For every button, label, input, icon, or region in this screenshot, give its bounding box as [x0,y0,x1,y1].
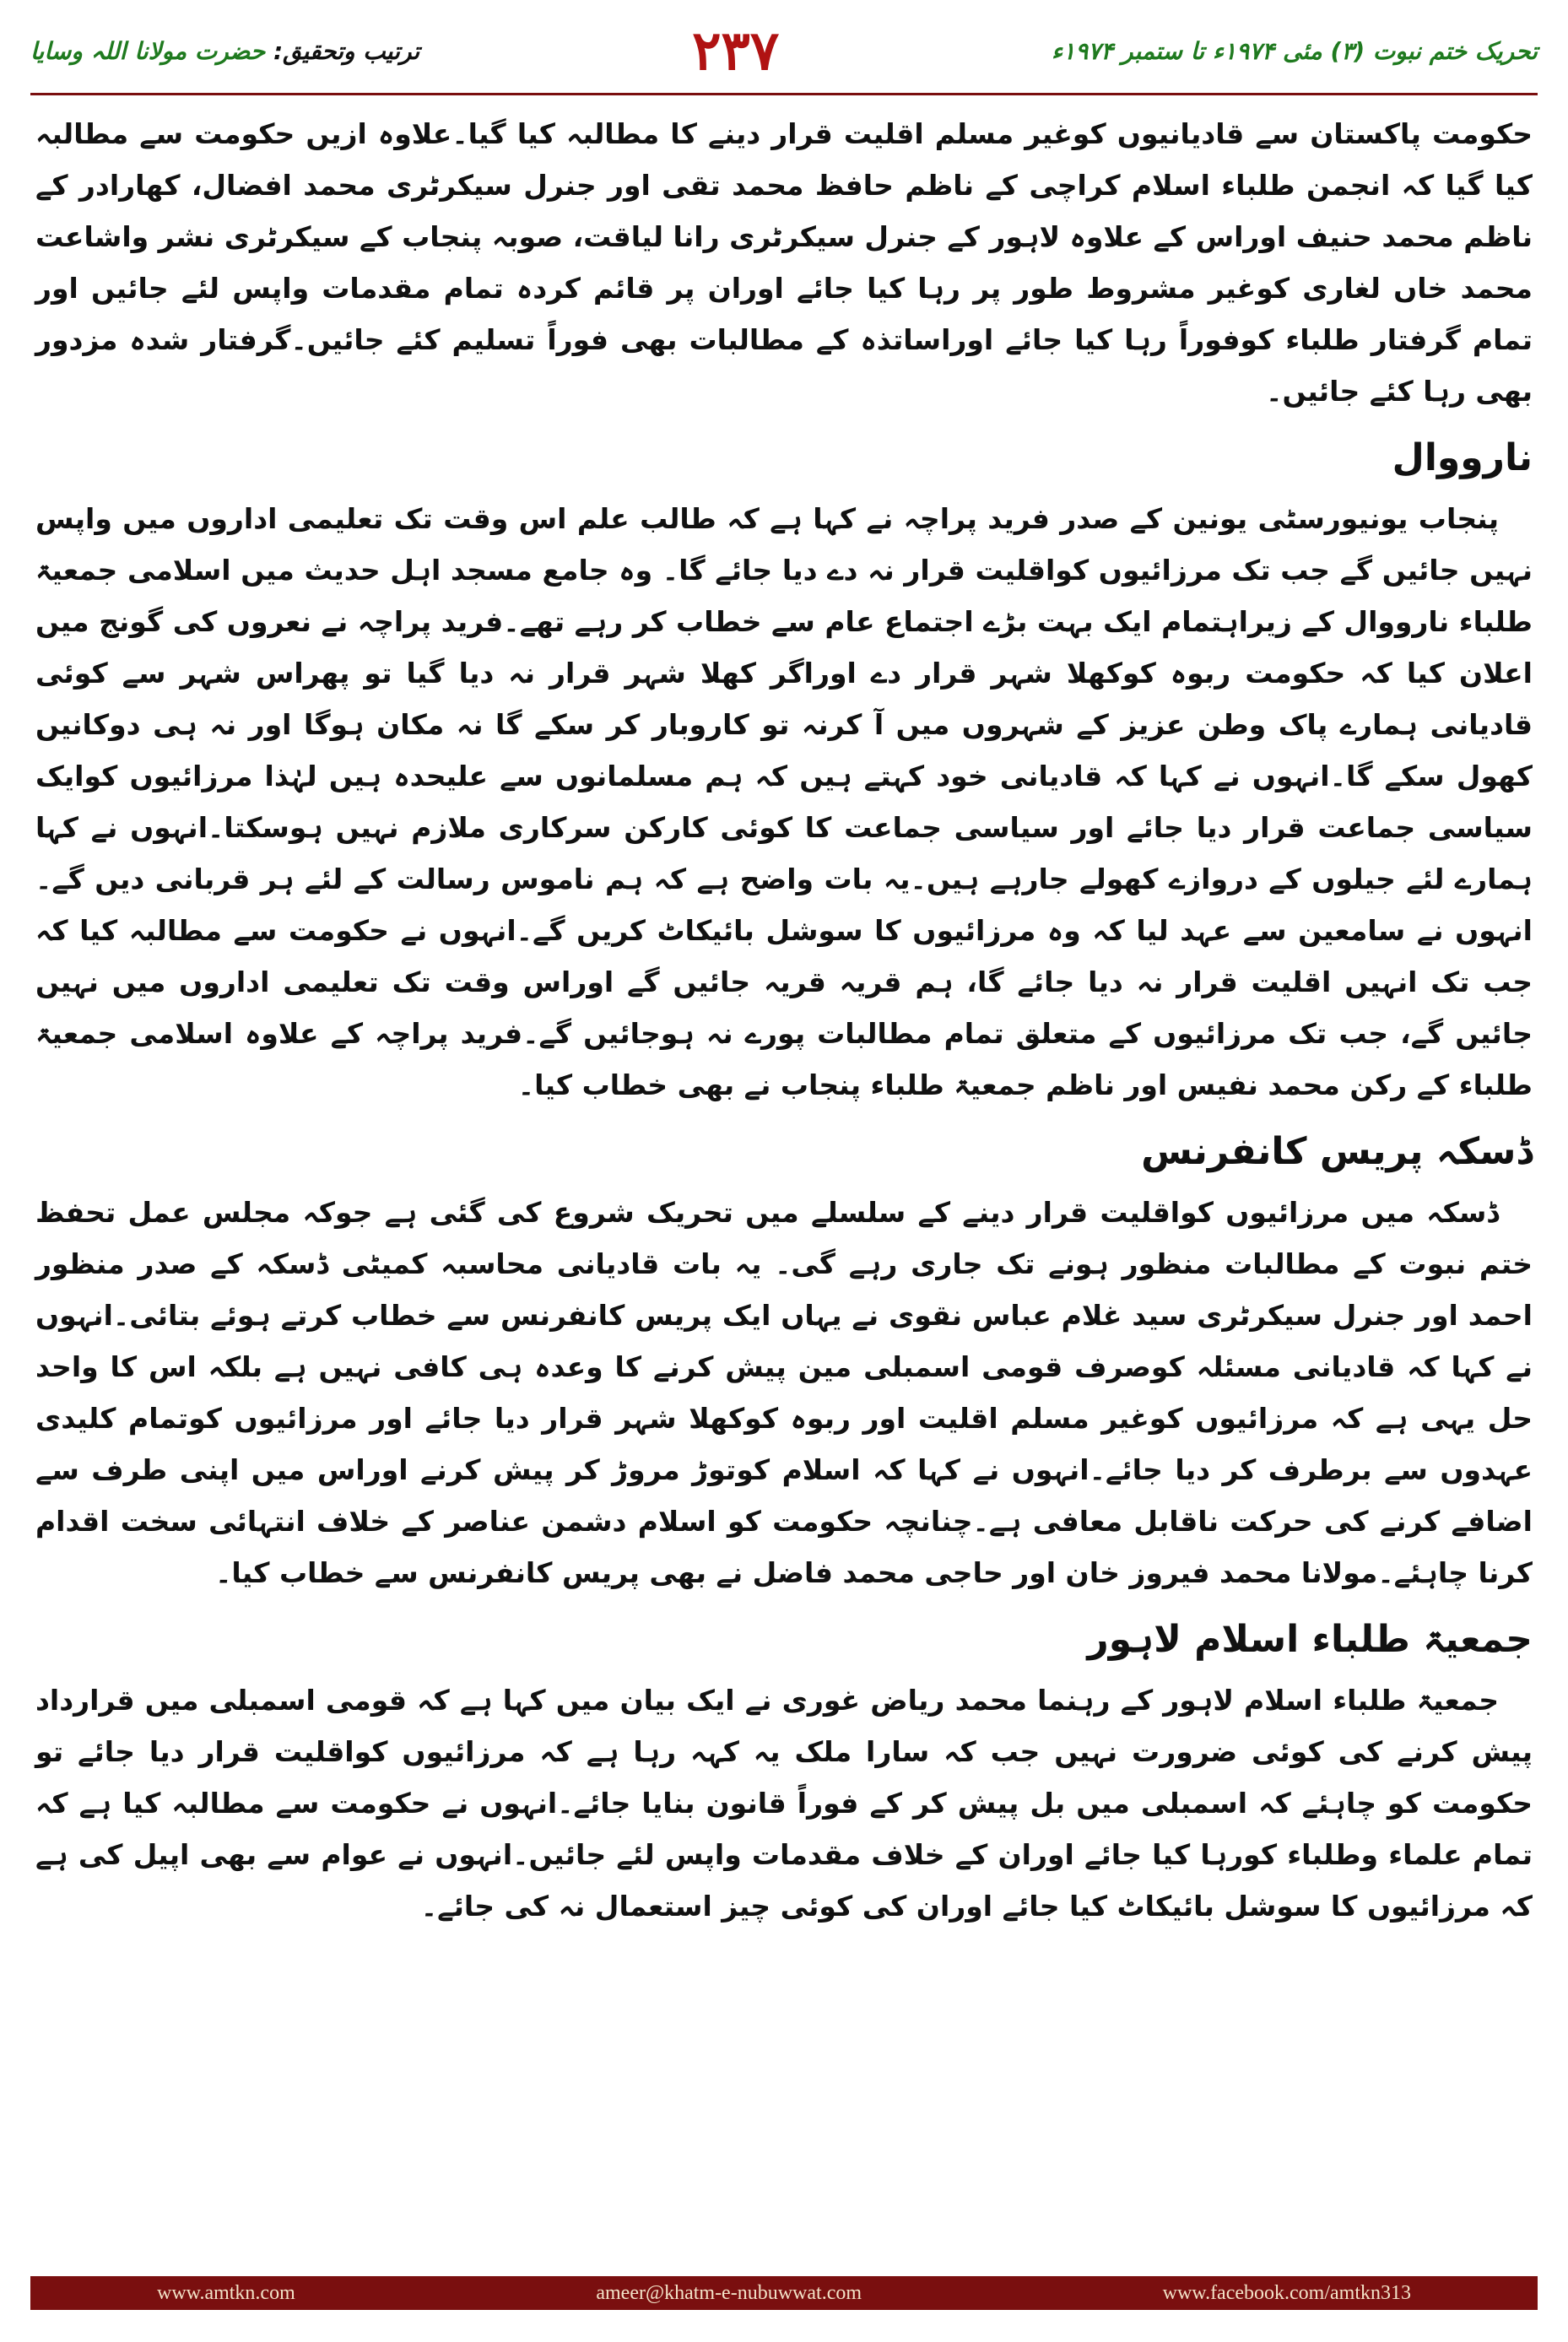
compiler-label: ترتیب وتحقیق: [273,36,420,65]
heading-daska-press-conference: ڈسکہ پریس کانفرنس [1141,1130,1533,1173]
heading-jamiat-talaba-lahore: جمعیۃ طلباء اسلام لاہور [1087,1618,1533,1661]
book-title: تحریک ختم نبوت (۳) مئی ۱۹۷۴ء تا ستمبر ۱۹۷۴ء [1051,36,1538,65]
page-header [30,15,1538,86]
compiler-name: حضرت مولانا اللہ وسایا [30,36,266,65]
header-divider [30,93,1538,95]
paragraph-daska: ڈسکہ میں مرزائیوں کواقلیت قرار دینے کے سلسلے میں تحریک شروع کی گئی ہے جوکہ مجلس عمل تحفظ ختم نبوت کے مطالبات منظور ہونے تک جاری رہے گی۔ یہ بات قادیانی محاسبہ کمیٹی ڈسکہ کے صدر منظور احمد اور جنرل سیکرٹری سید غلام عباس نقوی نے یہاں ایک پریس کانفرنس سے خطاب کرتے ہوئے بتائی۔انہوں نے کہا کہ قادیانی مسئلہ کوصرف قومی اسمبلی مین پیش کرنے کا وعدہ ہی کافی نہیں ہے بلکہ اس کا واحد حل یہی ہے کہ مرزائیوں کوغیر مسلم اقلیت اور ربوہ کوکھلا شہر قرار دیا جائے اور مرزائیوں کوتمام کلیدی عہدوں سے برطرف کر دیا جائے۔انہوں نے کہا کہ اسلام کوتوڑ مروڑ کر پیش کرنے اوراس میں اپنی طرف سے اضافے کرنے کی حرکت ناقابل معافی ہے۔چنانچہ حکومت کو اسلام دشمن عناصر کے خلاف انتہائی سخت اقدام کرنا چاہئے۔مولانا محمد فیروز خان اور حاجی محمد فاضل نے بھی پریس کانفرنس سے خطاب کیا۔ [35,1196,1533,1589]
compiler-credit [30,37,419,65]
page-body [35,108,1533,2249]
page-footer [30,2276,1538,2310]
paragraph-narowal: پنجاب یونیورسٹی یونین کے صدر فرید پراچہ نے کہا ہے کہ طالب علم اس وقت تک تعلیمی اداروں میں واپس نہیں جائیں گے جب تک مرزائیوں کواقلیت قرار نہ دے دیا جائے گا۔ وہ جامع مسجد اہل حدیث میں اسلامی جمعیۃ طلباء نارووال کے زیراہتمام ایک بہت بڑے اجتماع عام سے خطاب کر رہے تھے۔فرید پراچہ نے نعروں کی گونج میں اعلان کیا کہ حکومت ربوہ کوکھلا شہر قرار دے اوراگر کھلا شہر قرار نہ دیا گیا تو پھراس شہر سے کوئی قادیانی ہمارے پاک وطن عزیز کے شہروں میں آ کرنہ تو کاروبار کر سکے گا نہ مکان ہوگا اور نہ ہی دوکانیں کھول سکے گا۔انہوں نے کہا کہ قادیانی خود کہتے ہیں کہ ہم مسلمانوں سے علیحدہ ہیں لہٰذا مرزائیوں کوایک سیاسی جماعت قرار دیا جائے اور سیاسی جماعت کا کوئی کارکن سرکاری ملازم نہیں ہوسکتا۔انہوں نے کہا ہمارے لئے جیلوں کے دروازے کھولے جارہے ہیں۔یہ بات واضح ہے کہ ہم ناموس رسالت کے لئے ہر قربانی دیں گے۔انہوں نے سامعین سے عہد لیا کہ وہ مرزائیوں کا سوشل بائیکاٹ کریں گے۔انہوں نے حکومت سے مطالبہ کیا کہ جب تک انہیں اقلیت قرار نہ دیا جائے گا، ہم قریہ قریہ جائیں گے اوراس وقت تک تعلیمی اداروں میں نہیں جائیں گے، جب تک مرزائیوں کے متعلق تمام مطالبات پورے نہ ہوجائیں گے۔فرید پراچہ کے علاوہ اسلامی جمعیۃ طلباء کے رکن محمد نفیس اور ناظم جمعیۃ طلباء پنجاب نے بھی خطاب کیا۔ [35,502,1533,1101]
footer-facebook-link[interactable]: www.facebook.com/amtkn313 [1162,2281,1411,2304]
paragraph-jamiat-lahore: جمعیۃ طلباء اسلام لاہور کے رہنما محمد ریاض غوری نے ایک بیان میں کہا ہے کہ قومی اسمبلی میں قرارداد پیش کرنے کی کوئی ضرورت نہیں جب کہ سارا ملک یہ کہہ رہا ہے کہ مرزائیوں کواقلیت قرار دیا جائے تو حکومت کو چاہئے کہ اسمبلی میں بل پیش کر کے فوراً قانون بنایا جائے۔انہوں نے حکومت سے مطالبہ کیا ہے کہ تمام علماء وطلباء کورہا کیا جائے اوران کے خلاف مقدمات واپس لئے جائیں۔انہوں نے عوام سے بھی اپیل کی ہے کہ مرزائیوں کا سوشل بائیکاٹ کیا جائے اوران کی کوئی چیز استعمال نہ کی جائے۔ [35,1684,1533,1923]
footer-website-link[interactable]: www.amtkn.com [157,2281,295,2304]
paragraph-opening: حکومت پاکستان سے قادیانیوں کوغیر مسلم اقلیت قرار دینے کا مطالبہ کیا گیا۔علاوہ ازیں حکومت سے مطالبہ کیا گیا کہ انجمن طلباء اسلام کراچی کے ناظم حافظ محمد تقی اور جنرل سیکرٹری محمد افضال، کھارادر کے ناظم محمد حنیف اوراس کے علاوہ لاہور کے جنرل سیکرٹری رانا لیاقت، صوبہ پنجاب کے سیکرٹری نشر واشاعت محمد خاں لغاری کوغیر مشروط طور پر رہا کیا جائے اوران پر قائم کردہ تمام مقدمات واپس لئے جائیں اور تمام گرفتار طلباء کوفوراً رہا کیا جائے اوراساتذہ کے مطالبات بھی فوراً تسلیم کئے جائیں۔گرفتار شدہ مزدور بھی رہا کئے جائیں۔ [35,117,1533,408]
footer-email-link[interactable]: ameer@khatm-e-nubuwwat.com [596,2281,862,2304]
page-number: ۲۳۷ [692,19,780,83]
heading-narowal: نارووال [1392,436,1533,479]
